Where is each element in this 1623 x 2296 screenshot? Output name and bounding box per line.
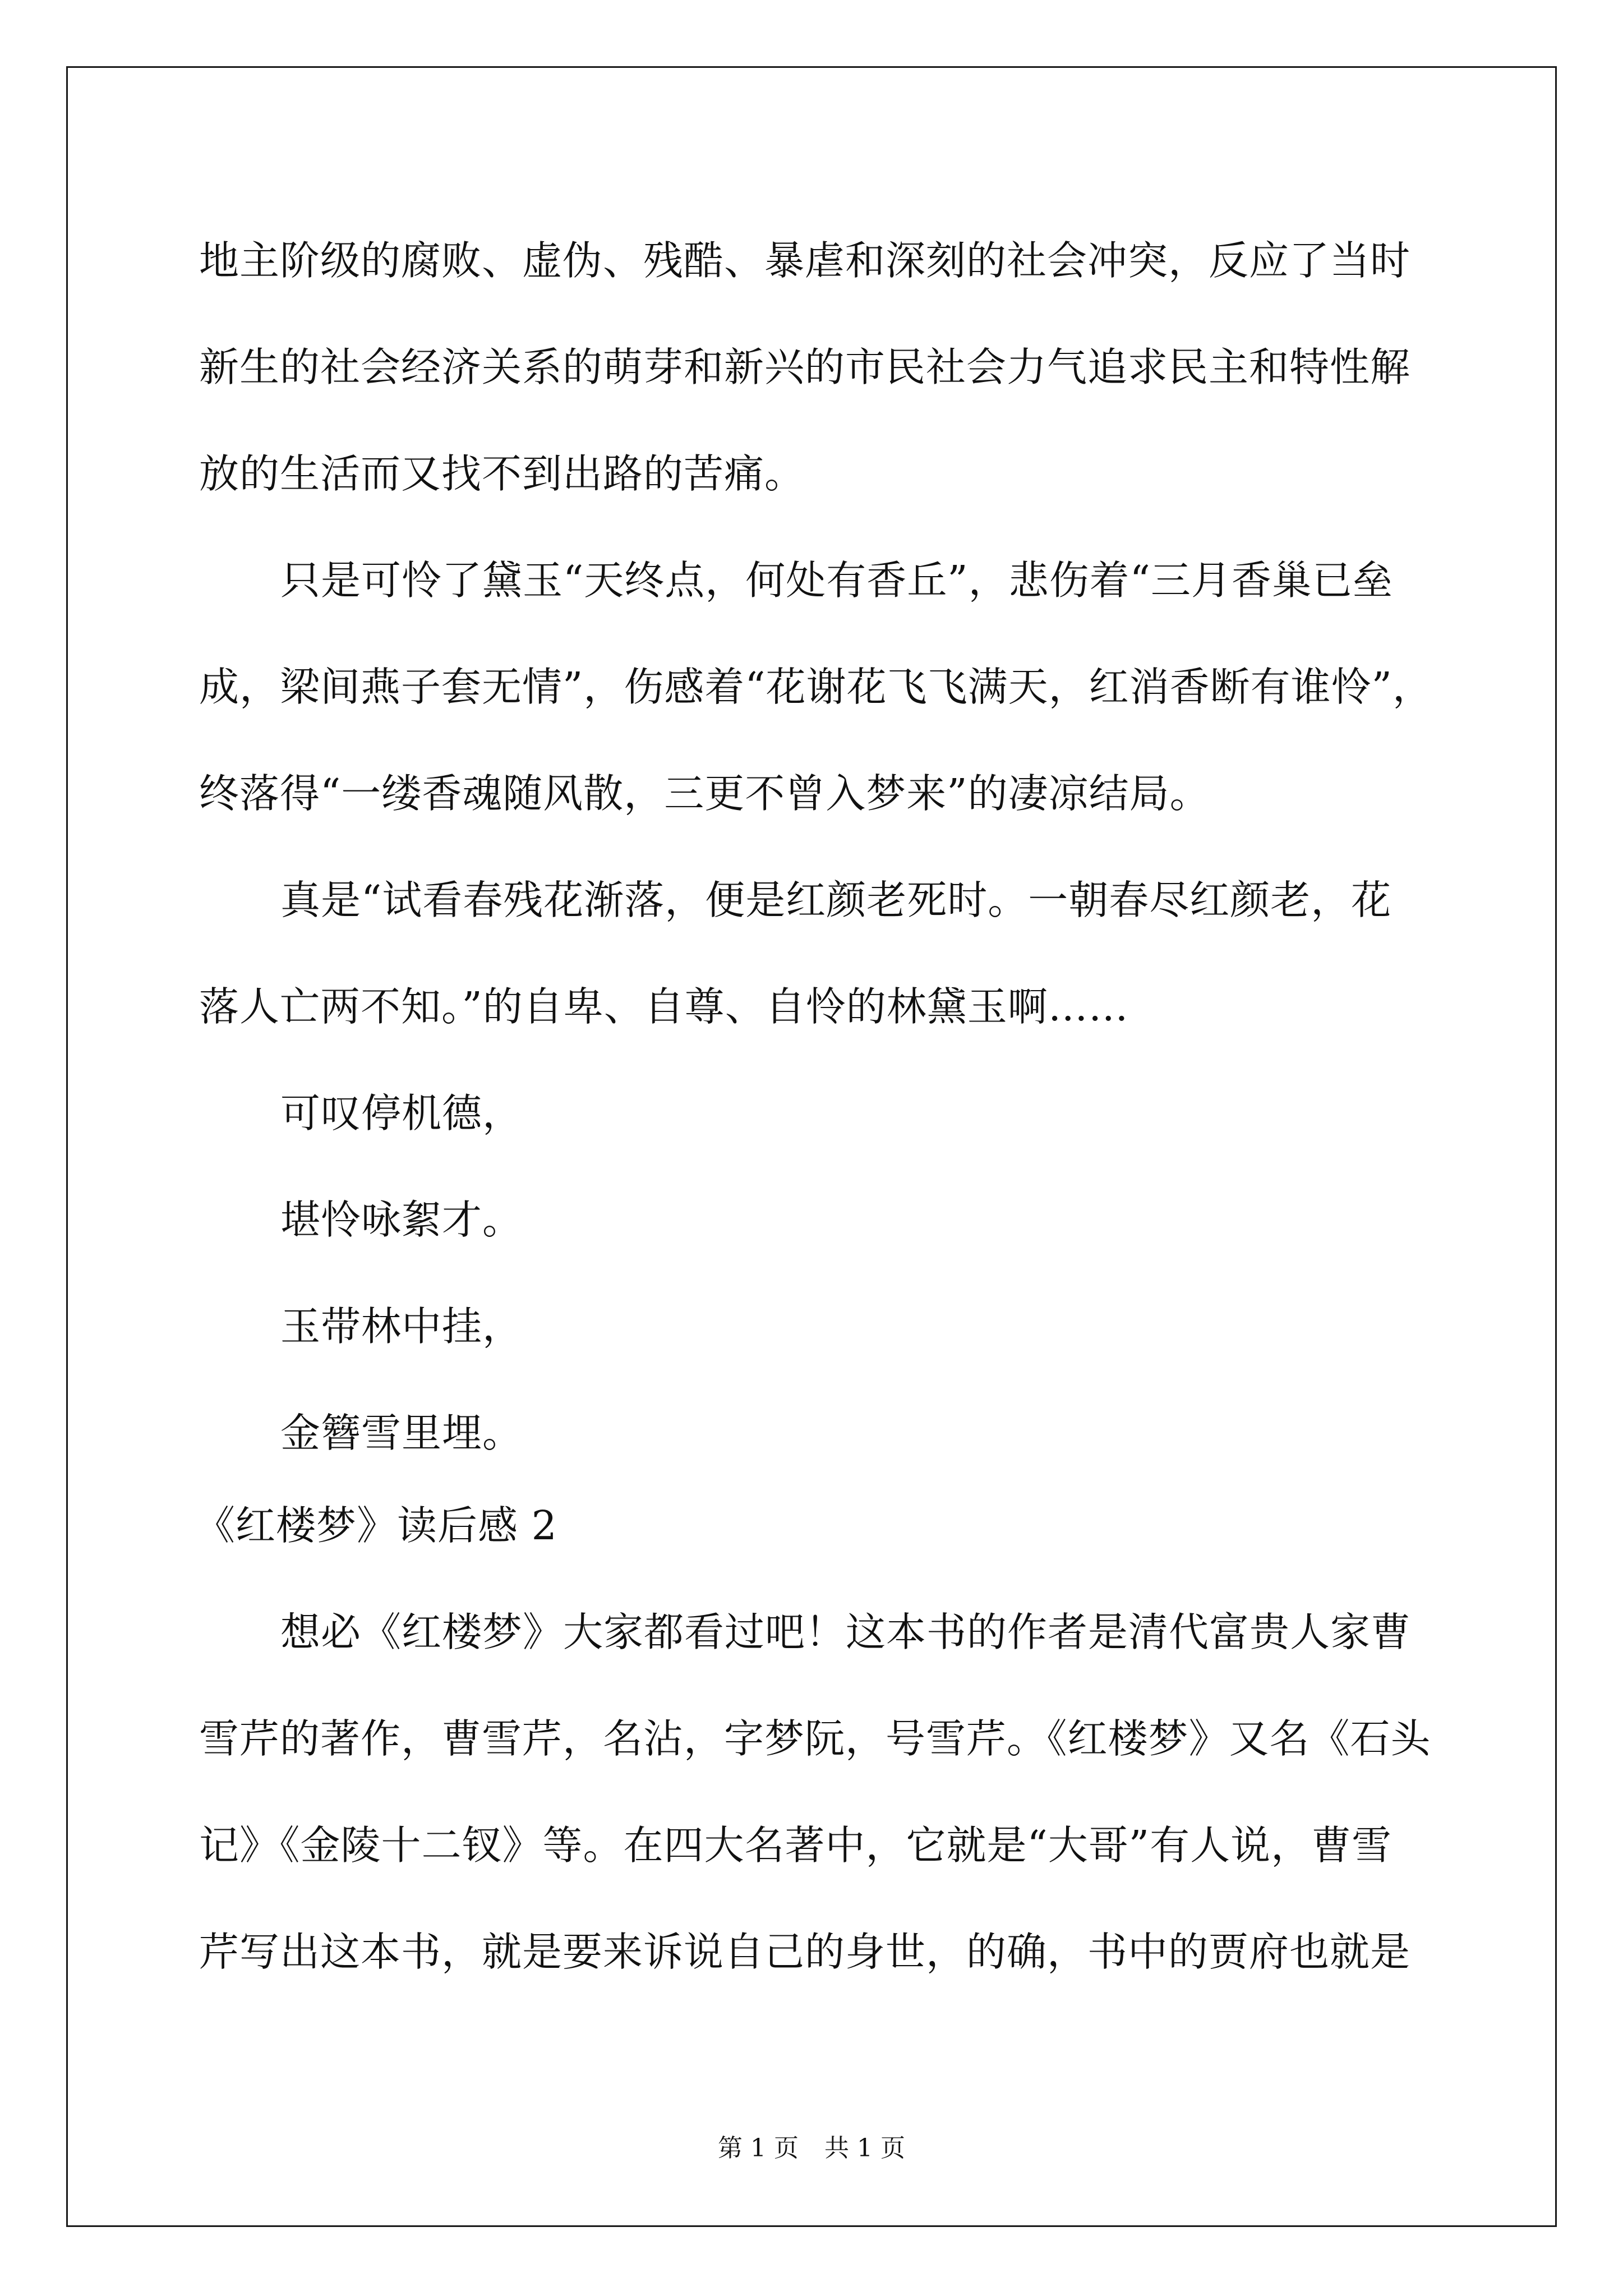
paragraph-line: 真是“试看春残花渐落，便是红颜老死时。一朝春尽红颜老，花 (280, 877, 1392, 923)
page-footer (0, 2132, 1623, 2165)
paragraph-line: 想必《红楼梦》大家都看过吧！这本书的作者是清代富贵人家曹 (280, 1609, 1412, 1655)
paragraph-line: 芹写出这本书，就是要来诉说自己的身世，的确，书中的贾府也就是 (199, 1929, 1411, 1975)
poem-line: 金簪雪里埋。 (280, 1410, 523, 1456)
section-heading: 《红楼梦》读后感 2 (195, 1502, 557, 1549)
paragraph-line: 终落得“一缕香魂随风散，三更不曾入梦来”的凄凉结局。 (199, 770, 1210, 817)
page-total: 共 1 页 (824, 2134, 905, 2162)
poem-line: 堪怜咏絮才。 (280, 1197, 523, 1243)
paragraph-line: 放的生活而又找不到出路的苦痛。 (199, 450, 805, 497)
page-number: 第 1 页 (718, 2134, 799, 2162)
body-text-bottom (199, 1579, 1433, 2005)
poem-line: 可叹停机德， (280, 1090, 523, 1137)
paragraph-line: 落人亡两不知。”的自卑、自尊、自怜的林黛玉啊…… (199, 983, 1129, 1030)
body-text-top (199, 208, 1433, 1487)
paragraph-line: 记》《金陵十二钗》等。在四大名著中，它就是“大哥”有人说，曹雪 (199, 1822, 1393, 1869)
paragraph-line: 只是可怜了黛玉“天终点，何处有香丘”，悲伤着“三月香巢已垒 (280, 557, 1393, 604)
paragraph-line: 新生的社会经济关系的萌芽和新兴的市民社会力气追求民主和特性解 (199, 344, 1411, 390)
poem-line: 玉带林中挂， (280, 1303, 523, 1350)
paragraph-line: 雪芹的著作，曹雪芹，名沾，字梦阮，号雪芹。《红楼梦》又名《石头 (199, 1715, 1431, 1762)
paragraph-line: 成，梁间燕子套无情”，伤感着“花谢花飞飞满天，红消香断有谁怜”， (199, 664, 1433, 710)
paragraph-line: 地主阶级的腐败、虚伪、残酷、暴虐和深刻的社会冲突，反应了当时 (199, 237, 1411, 284)
